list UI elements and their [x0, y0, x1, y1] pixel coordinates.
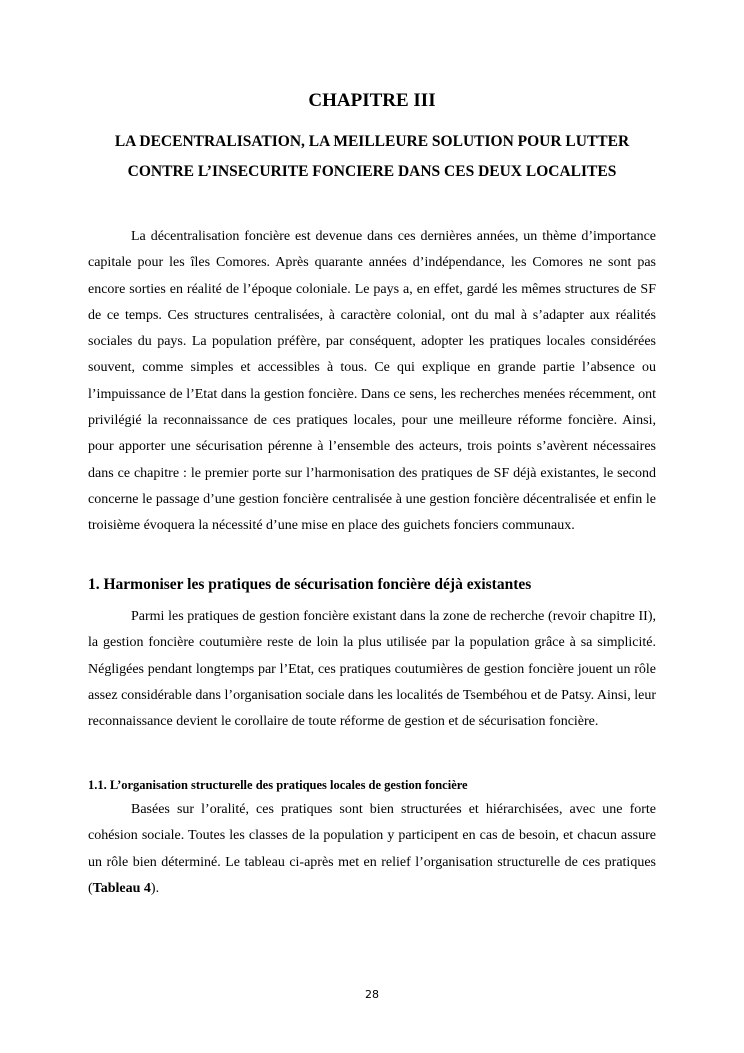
chapter-title: CHAPITRE III [308, 90, 436, 111]
section-1-1-paragraph [88, 797, 656, 902]
section-1-heading: 1. Harmoniser les pratiques de sécurisation foncière déjà existantes [88, 576, 532, 593]
page-number: 28 [365, 988, 379, 1001]
section-1-1-heading: 1.1. L’organisation structurelle des pratiques locales de gestion foncière [88, 778, 468, 792]
chapter-subtitle: LA DECENTRALISATION, LA MEILLEURE SOLUTION POUR LUTTER CONTRE L’INSECURITE FONCIERE DANS CES DEUX LOCALITES [114, 133, 630, 180]
section-1-1-paragraph-text: Basées sur l’oralité, ces pratiques sont bien structurées et hiérarchisées, avec une forte cohésion sociale. Toutes les classes de la population y participent en cas de besoin, et chacun assure un rôle bien déterminé. Le tableau ci-après met en relief l’organisation structurelle de ces pratiques ( [88, 802, 656, 896]
section-1-1-paragraph-end: ). [150, 880, 160, 896]
table-reference: Tableau 4 [92, 880, 151, 896]
intro-paragraph: La décentralisation foncière est devenue dans ces dernières années, un thème d’importance capitale pour les îles Comores. Après quarante années d’indépendance, les Comores ne sont pas encore sorties en réalité de l’époque coloniale. Le pays a, en effet, gardé les mêmes structures de SF de ce temps. Ces structures centralisées, à caractère colonial, ont du mal à s’adapter aux réalités sociales du pays. La population préfère, par conséquent, adopter les pratiques locales considérées souvent, comme simples et accessibles à tous. Ce qui explique en grande partie l’absence ou l’impuissance de l’Etat dans la gestion foncière. Dans ce sens, les recherches menées récemment, ont privilégié la reconnaissance de ces pratiques locales, pour une meilleure réforme foncière. Ainsi, pour apporter une sécurisation pérenne à l’ensemble des acteurs, trois points s’avèrent nécessaires dans ce chapitre : le premier porte sur l’harmonisation des pratiques de SF déjà existantes, le second concerne le passage d’une gestion foncière centralisée à une gestion foncière décentralisée et enfin le troisième évoquera la nécessité d’une mise en place des guichets fonciers communaux. [88, 229, 656, 534]
section-1-paragraph: Parmi les pratiques de gestion foncière existant dans la zone de recherche (revoir chapitre II), la gestion foncière coutumière reste de loin la plus utilisée par la population grâce à sa simplicité. Négligées pendant longtemps par l’Etat, ces pratiques coutumières de gestion foncière jouent un rôle assez considérable dans l’organisation sociale dans les localités de Tsembéhou et de Patsy. Ainsi, leur reconnaissance devient le corollaire de toute réforme de gestion et de sécurisation foncière. [88, 609, 656, 730]
